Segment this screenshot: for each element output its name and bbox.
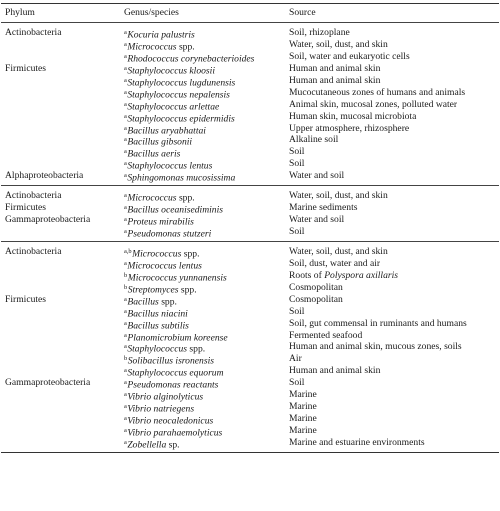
genus-species-name: Streptomyces: [127, 284, 179, 296]
source-text: Soil, gut commensal in ruminants and humans: [289, 317, 467, 329]
table-row: [1, 437, 499, 449]
source-cell: [289, 353, 302, 365]
table-row: [1, 75, 499, 87]
table-row: [1, 377, 499, 389]
genus-suffix: spp.: [181, 248, 200, 260]
genus-species-name: Pseudomonas stutzeri: [127, 228, 212, 240]
source-text: Roots of: [289, 269, 325, 281]
source-text: Marine sediments: [289, 202, 358, 214]
source-text: Mucocutaneous zones of humans and animals: [289, 86, 466, 98]
source-text: Alkaline soil: [289, 134, 339, 146]
genus-suffix: spp.: [176, 192, 195, 204]
genus-species-name: Kocuria palustris: [127, 29, 195, 41]
source-text: Soil: [289, 146, 305, 158]
source-text: Soil, rhizoplane: [289, 27, 350, 38]
table-row: [1, 258, 499, 270]
header-source: Source: [289, 7, 316, 18]
footnote-marker: a: [124, 192, 127, 200]
table-row: [1, 99, 499, 111]
header-genus-species: Genus/species: [124, 7, 179, 18]
source-text: Water, soil, dust, and skin: [289, 245, 388, 257]
genus-species-name: Bacillus aryabhattai: [127, 125, 206, 136]
source-cell: [289, 282, 343, 294]
genus-species-cell: [124, 437, 180, 451]
phylum-cell: Firmicutes: [5, 202, 47, 214]
source-text: Air: [289, 353, 302, 365]
table-row: [1, 111, 499, 123]
genus-species-name: Staphylococcus epidermidis: [127, 113, 235, 125]
source-text: Marine and estuarine environments: [289, 436, 425, 448]
genus-species-name: Rhodococcus corynebacterioides: [127, 53, 255, 65]
source-cell: [289, 437, 425, 449]
genus-species-name: Micrococcus: [132, 248, 182, 260]
source-text: Human skin, mucosal microbiota: [289, 110, 417, 122]
source-text: Marine: [289, 389, 317, 401]
genus-species-name: Zobellella: [127, 439, 167, 451]
source-cell: [289, 377, 304, 389]
genus-suffix: spp.: [187, 343, 206, 355]
table-row: [1, 425, 499, 437]
phylum-cell: Actinobacteria: [5, 245, 62, 257]
genus-species-name: Planomicrobium koreense: [127, 332, 228, 343]
table-row: [1, 146, 499, 158]
footnote-marker: a: [124, 76, 127, 84]
footnote-marker: a: [124, 29, 127, 36]
genus-species-name: Vibrio parahaemolyticus: [127, 427, 223, 439]
source-italic-text: Polyspora axillaris: [324, 269, 399, 281]
footnote-marker: a: [124, 295, 127, 303]
genus-species-name: Vibrio natriegens: [127, 403, 195, 415]
source-text: Soil: [289, 377, 305, 389]
footnote-marker: a: [124, 367, 127, 375]
genus-species-name: Staphylococcus arlettae: [127, 101, 220, 113]
genus-species-name: Staphylococcus lentus: [127, 160, 213, 172]
source-cell: [289, 425, 317, 437]
table-bottom-rule: [1, 452, 499, 453]
source-text: Animal skin, mucosal zones, polluted water: [289, 98, 458, 110]
source-cell: [289, 389, 317, 401]
genus-species-name: Sphingomonas mucosissima: [127, 172, 236, 184]
table-row: [1, 413, 499, 425]
source-cell: [289, 258, 380, 270]
footnote-marker: a: [124, 403, 127, 411]
source-cell: [289, 341, 462, 353]
genus-suffix: spp.: [178, 284, 197, 296]
source-text: Water and soil: [289, 170, 345, 182]
genus-species-name: Bacillus gibsonii: [127, 136, 193, 148]
source-cell: [289, 51, 410, 63]
footnote-marker: a: [124, 391, 127, 399]
source-cell: [289, 75, 380, 87]
table-row: [1, 401, 499, 413]
footnote-marker: a: [124, 343, 127, 351]
genus-species-name: Staphylococcus kloosii: [127, 65, 215, 77]
genus-species-name: Staphylococcus lugdunensis: [127, 77, 236, 89]
footnote-marker: b: [124, 355, 128, 363]
source-text: Cosmopolitan: [289, 281, 343, 293]
genus-species-name: Staphylococcus nepalensis: [127, 89, 230, 101]
table-row: [1, 226, 499, 238]
source-text: Water, soil, dust, and skin: [289, 190, 388, 202]
phylum-cell: Gammaproteobacteria: [5, 214, 91, 226]
table-row: [1, 389, 499, 401]
table-row: [1, 341, 499, 353]
source-text: Soil: [289, 305, 305, 317]
source-text: Human and animal skin: [289, 62, 381, 74]
table-row: [1, 282, 499, 294]
footnote-marker: a: [124, 307, 127, 315]
source-cell: [289, 202, 357, 214]
footnote-marker: a: [124, 228, 127, 235]
genus-species-name: Micrococcus lentus: [127, 260, 202, 272]
table-row: [1, 318, 499, 330]
table-row: [1, 134, 499, 146]
genus-species-name: Bacillus oceanisediminis: [127, 204, 224, 216]
table-row: [1, 306, 499, 318]
genus-species-name: Proteus mirabilis: [127, 216, 194, 228]
source-cell: [289, 99, 457, 111]
table-row: [1, 190, 499, 202]
footnote-marker: a: [124, 124, 127, 132]
source-cell: [289, 158, 304, 170]
source-cell: [289, 401, 317, 413]
table-row: [1, 170, 499, 182]
footnote-marker: a: [124, 52, 127, 60]
footnote-marker: a: [124, 415, 127, 423]
table-row: [1, 51, 499, 63]
footnote-marker: a: [124, 259, 127, 267]
table-row: [1, 27, 499, 39]
table-row: [1, 158, 499, 170]
genus-species-cell: [124, 226, 211, 240]
source-text: Human and animal skin: [289, 74, 381, 86]
footnote-marker: a: [124, 160, 127, 168]
table-row: [1, 202, 499, 214]
phylum-cell: Gammaproteobacteria: [5, 377, 91, 389]
footnote-marker: a: [124, 172, 127, 180]
source-cell: [289, 413, 317, 425]
source-cell: [289, 146, 304, 158]
source-text: Soil: [289, 158, 305, 170]
source-text: Human and animal skin: [289, 365, 381, 377]
footnote-marker: a: [124, 40, 127, 48]
genus-species-name: Pseudomonas reactants: [127, 379, 219, 391]
source-text: Cosmopolitan: [289, 293, 343, 305]
footnote-marker: a: [124, 148, 127, 156]
source-cell: [289, 63, 380, 75]
header-phylum: Phylum: [5, 7, 35, 18]
genus-species-name: Micrococcus: [127, 41, 177, 53]
source-text: Water and soil: [289, 214, 345, 226]
source-cell: [289, 318, 467, 330]
table-row: [1, 294, 499, 306]
source-cell: [289, 111, 416, 123]
table-row: [1, 214, 499, 226]
genus-species-cell: [124, 170, 235, 184]
footnote-marker: a: [124, 136, 127, 144]
table-row: [1, 365, 499, 377]
source-cell: [289, 294, 343, 306]
footnote-marker: a: [124, 100, 127, 108]
source-cell: [289, 330, 362, 342]
genus-suffix: sp.: [166, 439, 180, 451]
genus-species-name: Staphylococcus equorum: [127, 367, 224, 379]
source-text: Water, soil, dust, and skin: [289, 38, 388, 50]
source-cell: [289, 39, 388, 51]
source-cell: [289, 214, 344, 226]
footnote-marker: a: [124, 88, 127, 96]
genus-species-name: Bacillus subtilis: [127, 320, 189, 332]
footnote-marker: a: [124, 204, 127, 212]
source-text: Fermented seafood: [289, 329, 363, 341]
source-cell: [289, 123, 409, 135]
genus-suffix: spp.: [158, 296, 177, 308]
footnote-marker: a: [124, 379, 127, 387]
footnote-marker: a: [124, 427, 127, 434]
genus-species-name: Micrococcus yunnanensis: [127, 272, 227, 284]
footnote-marker: a: [124, 319, 127, 327]
table-header-row: [1, 4, 499, 22]
species-table: [1, 3, 499, 453]
table-row: [1, 246, 499, 258]
phylum-cell: Actinobacteria: [5, 27, 62, 38]
table-row: [1, 270, 499, 282]
source-cell: [289, 365, 380, 377]
source-text: Marine: [289, 425, 317, 436]
phylum-cell: Actinobacteria: [5, 190, 62, 202]
table-body: [1, 23, 499, 453]
genus-species-name: Bacillus: [127, 296, 159, 308]
table-row: [1, 87, 499, 99]
genus-species-name: Bacillus niacini: [127, 308, 188, 320]
footnote-marker: a: [124, 112, 127, 120]
source-text: Soil, water and eukaryotic cells: [289, 50, 410, 62]
table-row: [1, 123, 499, 135]
footnote-marker: a: [124, 216, 127, 224]
source-text: Marine: [289, 401, 317, 413]
footnote-marker: a: [124, 331, 127, 339]
genus-species-name: Solibacillus isronensis: [127, 355, 214, 367]
table-row: [1, 330, 499, 342]
table-row: [1, 39, 499, 51]
footnote-marker: a: [124, 438, 127, 446]
source-cell: [289, 87, 465, 99]
source-text: Soil: [289, 226, 305, 237]
genus-suffix: spp.: [176, 41, 195, 53]
genus-species-name: Staphylococcus: [127, 343, 188, 355]
source-cell: [289, 270, 398, 282]
genus-species-name: Vibrio alginolyticus: [127, 391, 204, 403]
table-row: [1, 63, 499, 75]
genus-species-name: Bacillus aeris: [127, 148, 181, 160]
source-cell: [289, 190, 388, 202]
genus-species-name: Micrococcus: [127, 192, 177, 204]
footnote-marker: a: [124, 64, 127, 72]
genus-species-name: Vibrio neocaledonicus: [127, 415, 214, 427]
source-text: Upper atmosphere, rhizosphere: [289, 122, 410, 134]
phylum-cell: Firmicutes: [5, 62, 47, 74]
footnote-marker: b: [124, 271, 128, 279]
source-cell: [289, 27, 350, 39]
phylum-cell: Alphaproteobacteria: [5, 170, 84, 182]
footnote-marker: a,b: [124, 247, 132, 255]
table-row: [1, 353, 499, 365]
source-text: Soil, dust, water and air: [289, 257, 381, 269]
source-text: Human and animal skin, mucous zones, soils: [289, 341, 462, 353]
phylum-cell: Firmicutes: [5, 293, 47, 305]
source-cell: [289, 226, 304, 238]
source-cell: [289, 246, 388, 258]
source-cell: [289, 306, 304, 318]
source-cell: [289, 170, 344, 182]
source-cell: [289, 134, 338, 146]
source-text: Marine: [289, 413, 317, 425]
footnote-marker: b: [124, 283, 128, 291]
